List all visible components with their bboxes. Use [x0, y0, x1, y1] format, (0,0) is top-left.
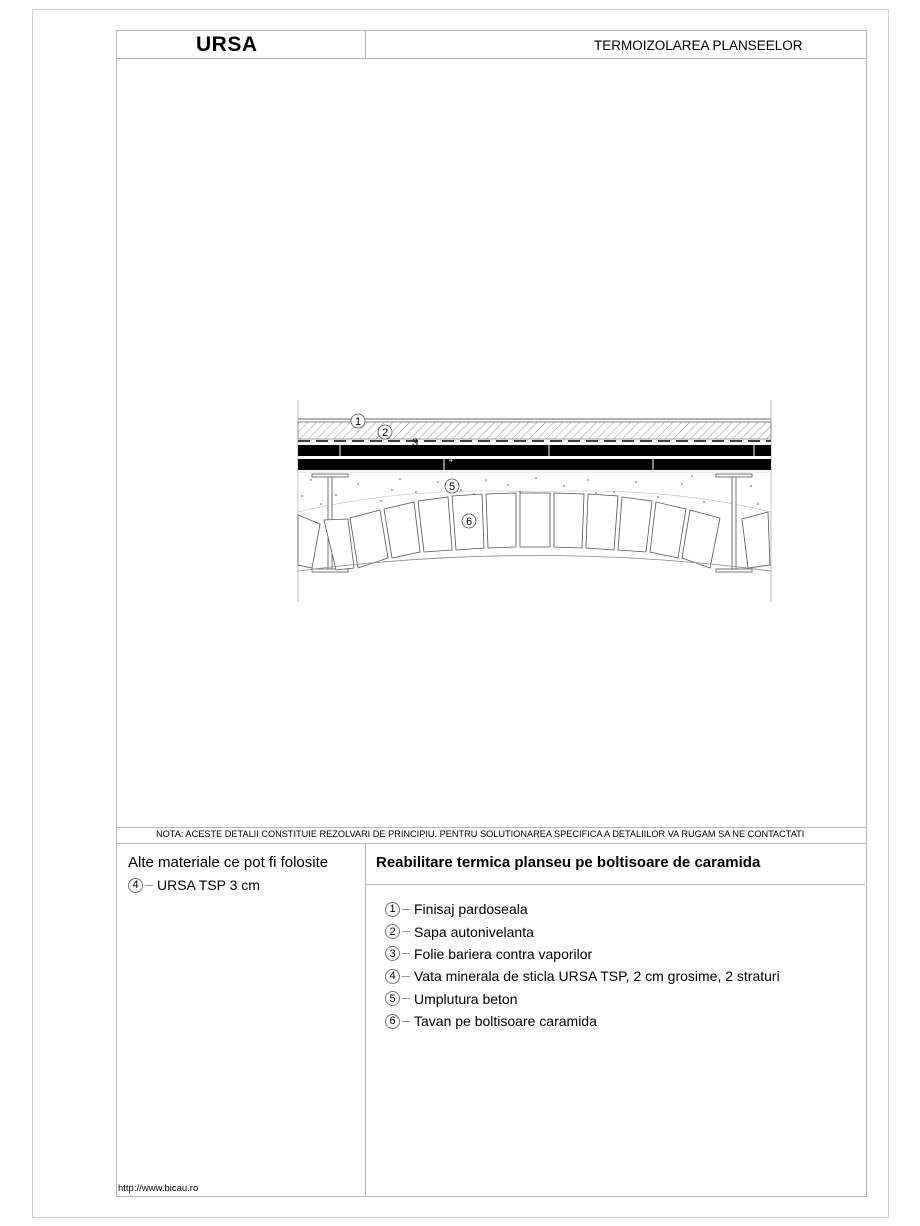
legend-item	[385, 920, 780, 942]
drawing-callout-5-label: 5	[448, 481, 456, 493]
leader-line	[402, 909, 410, 910]
leader-line	[145, 885, 153, 886]
legend-item-label: Umplutura beton	[414, 990, 518, 1007]
drawing-callout-5	[445, 479, 459, 493]
legend-item-number: 4	[385, 969, 400, 984]
drawing-callout-6	[462, 514, 476, 528]
info-column-divider	[365, 843, 366, 1195]
legend-item	[385, 898, 780, 920]
disclaimer-note: NOTA: ACESTE DETALII CONSTITUIE REZOLVARI DE PRINCIPIU. PENTRU SOLUTIONAREA SPECIFICA A DETALIILOR VA RUGAM SA NE CONTACTATI	[156, 829, 805, 839]
detail-title: Reabilitare termica planseu pe boltisoare de caramida	[376, 854, 761, 871]
legend-item-label: Vata minerala de sticla URSA TSP, 2 cm grosime, 2 straturi	[414, 968, 780, 985]
leader-line	[402, 998, 410, 999]
drawing-callout-2-label: 2	[381, 427, 389, 439]
alternatives-title: Alte materiale ce pot fi folosite	[128, 854, 329, 871]
drawing-callout-1-label: 1	[354, 416, 362, 428]
leader-line	[402, 931, 410, 932]
drawing-callout-4	[449, 457, 453, 464]
layer-legend	[385, 898, 780, 1032]
legend-item-label: Sapa autonivelanta	[414, 923, 534, 940]
alternative-item-number: 4	[128, 878, 143, 893]
header-divider	[116, 58, 866, 59]
footer-url-link[interactable]: http://www.bicau.ro	[118, 1183, 199, 1194]
legend-item	[385, 988, 780, 1010]
legend-item-number: 5	[385, 991, 400, 1006]
note-top-divider	[116, 827, 866, 828]
legend-item-number: 2	[385, 924, 400, 939]
drawing-callout-3	[412, 437, 418, 449]
legend-item-number: 3	[385, 946, 400, 961]
legend-item-label: Tavan pe boltisoare caramida	[414, 1013, 597, 1030]
legend-item	[385, 943, 780, 965]
floor-section-drawing	[296, 400, 776, 605]
detail-title-divider	[365, 884, 865, 885]
drawing-callout-6-label: 6	[465, 516, 473, 528]
document-title: TERMOIZOLAREA PLANSEELOR	[594, 38, 803, 53]
drawing-callout-3-label: 3	[411, 437, 419, 449]
legend-item-number: 6	[385, 1014, 400, 1029]
legend-item-number: 1	[385, 902, 400, 917]
brand-logo-text: URSA	[196, 33, 258, 56]
alternative-item	[128, 877, 260, 893]
legend-item-label: Finisaj pardoseala	[414, 901, 528, 918]
legend-item-label: Folie bariera contra vaporilor	[414, 945, 593, 962]
drawing-callout-4-label: 4	[449, 457, 453, 464]
leader-line	[402, 953, 410, 954]
legend-item	[385, 1010, 780, 1032]
header-column-divider	[365, 30, 366, 59]
leader-line	[402, 1021, 410, 1022]
drawing-callout-1	[351, 414, 365, 428]
legend-item	[385, 965, 780, 987]
drawing-callout-2	[378, 425, 392, 439]
leader-line	[402, 976, 410, 977]
note-bottom-divider	[116, 843, 866, 844]
alternative-item-label: URSA TSP 3 cm	[157, 877, 260, 893]
